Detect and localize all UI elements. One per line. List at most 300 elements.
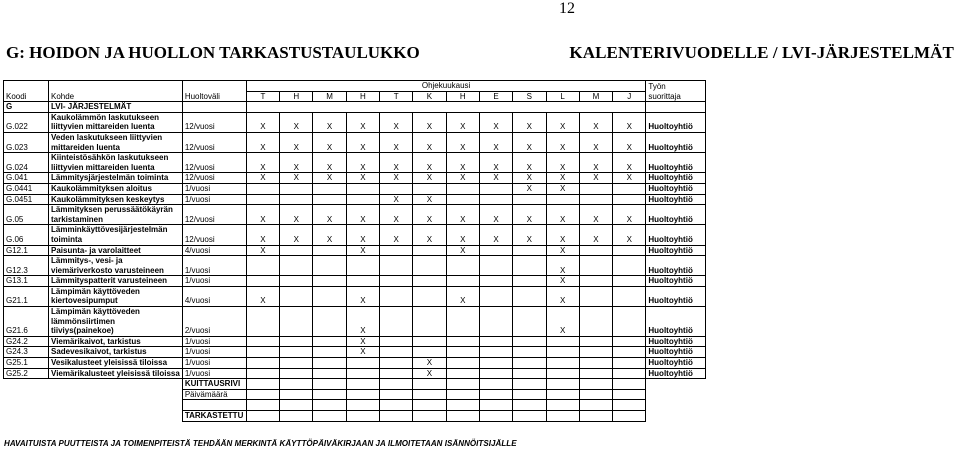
month-mark[interactable] [479, 368, 512, 379]
month-mark[interactable]: X [380, 205, 413, 225]
month-mark[interactable] [280, 286, 313, 306]
month-mark[interactable] [380, 347, 413, 358]
month-mark[interactable] [380, 286, 413, 306]
month-mark[interactable]: X [479, 153, 512, 173]
month-mark[interactable] [280, 307, 313, 337]
month-mark[interactable] [246, 276, 279, 287]
signature-cell[interactable] [246, 400, 279, 411]
month-mark[interactable] [613, 336, 646, 347]
row-interval: 12/vuosi [182, 153, 246, 173]
signature-cell[interactable] [613, 411, 646, 422]
month-mark[interactable] [280, 256, 313, 276]
signature-cell[interactable] [380, 400, 413, 411]
signature-cell[interactable] [313, 411, 346, 422]
month-mark[interactable] [579, 286, 612, 306]
month-mark[interactable]: X [546, 307, 579, 337]
row-performer: Huoltoyhtiö [646, 286, 706, 306]
month-mark[interactable]: X [346, 173, 379, 184]
month-mark[interactable]: X [413, 153, 446, 173]
month-mark[interactable] [346, 183, 379, 194]
month-mark[interactable] [513, 194, 546, 205]
row-code: G25.1 [4, 358, 49, 369]
month-mark[interactable]: X [380, 112, 413, 132]
month-mark[interactable]: X [246, 132, 279, 152]
signature-cell[interactable] [413, 411, 446, 422]
month-mark[interactable]: X [346, 307, 379, 337]
month-mark[interactable] [280, 245, 313, 256]
blank-cell [4, 379, 49, 390]
signature-cell[interactable] [246, 379, 279, 390]
signature-cell[interactable] [513, 411, 546, 422]
month-mark[interactable]: X [346, 286, 379, 306]
month-mark[interactable]: X [413, 225, 446, 245]
month-mark[interactable]: X [446, 132, 479, 152]
month-mark[interactable] [579, 347, 612, 358]
month-mark[interactable]: X [413, 368, 446, 379]
month-mark[interactable] [546, 194, 579, 205]
month-mark[interactable]: X [413, 205, 446, 225]
month-mark[interactable] [346, 368, 379, 379]
month-mark[interactable] [446, 194, 479, 205]
month-mark[interactable] [546, 358, 579, 369]
month-mark[interactable] [313, 368, 346, 379]
month-mark[interactable]: X [513, 173, 546, 184]
month-mark[interactable] [579, 245, 612, 256]
signature-cell[interactable] [313, 400, 346, 411]
month-mark[interactable] [613, 256, 646, 276]
signature-cell[interactable] [579, 411, 612, 422]
month-mark[interactable] [313, 256, 346, 276]
month-mark[interactable]: X [579, 112, 612, 132]
signature-cell[interactable] [579, 389, 612, 400]
blank-cell [49, 389, 183, 400]
month-mark[interactable] [513, 256, 546, 276]
month-mark[interactable] [613, 286, 646, 306]
month-mark[interactable] [346, 194, 379, 205]
month-mark[interactable]: X [346, 245, 379, 256]
month-mark[interactable] [313, 286, 346, 306]
month-mark[interactable] [513, 276, 546, 287]
month-mark[interactable]: X [246, 153, 279, 173]
signature-cell[interactable] [579, 379, 612, 390]
month-mark[interactable] [513, 358, 546, 369]
month-mark[interactable] [579, 183, 612, 194]
month-mark[interactable] [446, 276, 479, 287]
signature-cell[interactable] [380, 389, 413, 400]
row-target [49, 112, 183, 132]
table-row [4, 256, 706, 276]
row-target-line: Kaukolämmityksen aloitus [51, 183, 152, 193]
month-mark[interactable]: X [280, 173, 313, 184]
row-interval: 1/vuosi [182, 256, 246, 276]
month-mark[interactable]: X [479, 173, 512, 184]
month-mark[interactable] [446, 336, 479, 347]
month-mark[interactable] [380, 358, 413, 369]
signature-cell[interactable] [280, 389, 313, 400]
month-mark[interactable] [579, 368, 612, 379]
month-mark[interactable] [246, 183, 279, 194]
table-row [4, 225, 706, 245]
signature-cell[interactable] [313, 389, 346, 400]
month-mark[interactable]: X [546, 205, 579, 225]
signature-cell[interactable] [546, 379, 579, 390]
month-mark[interactable]: X [313, 173, 346, 184]
row-target [49, 358, 183, 369]
month-mark[interactable] [613, 368, 646, 379]
month-mark[interactable]: X [546, 173, 579, 184]
month-mark[interactable] [479, 183, 512, 194]
signature-cell[interactable] [413, 379, 446, 390]
row-interval: 1/vuosi [182, 336, 246, 347]
month-mark[interactable] [613, 245, 646, 256]
month-mark[interactable] [613, 347, 646, 358]
month-mark[interactable] [246, 358, 279, 369]
month-mark[interactable] [413, 286, 446, 306]
month-mark[interactable] [313, 358, 346, 369]
signature-cell[interactable] [613, 379, 646, 390]
month-mark[interactable] [313, 347, 346, 358]
month-mark[interactable] [280, 347, 313, 358]
month-mark[interactable] [346, 358, 379, 369]
month-mark[interactable] [246, 347, 279, 358]
signature-cell[interactable] [280, 400, 313, 411]
table-row [4, 112, 706, 132]
signature-cell[interactable] [479, 379, 512, 390]
month-mark[interactable]: X [446, 225, 479, 245]
month-mark[interactable]: X [513, 132, 546, 152]
month-mark[interactable]: X [280, 205, 313, 225]
month-mark[interactable]: X [579, 132, 612, 152]
signature-cell[interactable] [613, 400, 646, 411]
month-mark[interactable] [513, 286, 546, 306]
month-mark[interactable]: X [346, 205, 379, 225]
month-mark[interactable] [546, 368, 579, 379]
row-code: G.06 [4, 225, 49, 245]
signature-cell[interactable] [246, 389, 279, 400]
month-mark[interactable]: X [513, 112, 546, 132]
month-mark[interactable]: X [579, 225, 612, 245]
month-mark[interactable] [579, 358, 612, 369]
month-mark[interactable]: X [413, 112, 446, 132]
signature-cell[interactable] [513, 389, 546, 400]
month-mark[interactable] [613, 358, 646, 369]
month-mark[interactable]: X [546, 276, 579, 287]
month-mark[interactable] [546, 347, 579, 358]
month-mark[interactable] [513, 307, 546, 337]
signature-cell[interactable] [546, 389, 579, 400]
row-target-line: Lämmityksen perussäätökäyrän [51, 205, 173, 215]
month-mark[interactable] [380, 256, 413, 276]
month-mark[interactable]: X [346, 336, 379, 347]
month-mark[interactable]: X [246, 205, 279, 225]
month-mark[interactable]: X [246, 245, 279, 256]
signature-cell[interactable] [546, 411, 579, 422]
month-mark[interactable] [513, 368, 546, 379]
signature-cell[interactable] [513, 379, 546, 390]
month-mark[interactable]: X [380, 153, 413, 173]
month-mark[interactable] [613, 183, 646, 194]
month-mark[interactable] [380, 276, 413, 287]
month-mark[interactable]: X [546, 112, 579, 132]
month-mark[interactable] [479, 358, 512, 369]
month-mark[interactable]: X [380, 194, 413, 205]
row-interval: 1/vuosi [182, 347, 246, 358]
month-mark[interactable]: X [513, 225, 546, 245]
month-mark[interactable] [313, 183, 346, 194]
row-performer: Huoltoyhtiö [646, 245, 706, 256]
month-mark[interactable]: X [380, 173, 413, 184]
signature-cell[interactable] [313, 379, 346, 390]
month-mark[interactable] [346, 256, 379, 276]
row-target-line: kiertovesipumput [51, 296, 118, 306]
month-mark[interactable]: X [446, 205, 479, 225]
row-code: G.023 [4, 132, 49, 152]
month-mark[interactable] [446, 358, 479, 369]
month-mark[interactable] [280, 276, 313, 287]
month-mark[interactable] [579, 307, 612, 337]
signature-cell[interactable] [346, 411, 379, 422]
signature-cell[interactable] [479, 389, 512, 400]
month-mark[interactable]: X [280, 153, 313, 173]
month-mark[interactable]: X [446, 245, 479, 256]
signature-cell[interactable] [479, 400, 512, 411]
month-mark[interactable]: X [346, 112, 379, 132]
month-mark[interactable]: X [613, 112, 646, 132]
month-mark[interactable] [413, 245, 446, 256]
month-mark[interactable]: X [413, 132, 446, 152]
month-header: L [546, 91, 579, 102]
row-target [49, 194, 183, 205]
month-mark[interactable] [479, 347, 512, 358]
maintenance-table [3, 80, 706, 422]
month-mark[interactable]: X [546, 225, 579, 245]
blank-cell [4, 389, 49, 400]
month-mark[interactable]: X [513, 183, 546, 194]
table-row [4, 307, 706, 337]
month-mark[interactable]: X [313, 205, 346, 225]
month-mark[interactable]: X [380, 225, 413, 245]
month-mark[interactable] [246, 194, 279, 205]
month-mark[interactable]: X [413, 194, 446, 205]
month-mark[interactable] [346, 276, 379, 287]
month-mark[interactable]: X [479, 112, 512, 132]
signature-cell[interactable] [513, 400, 546, 411]
month-mark[interactable]: X [313, 132, 346, 152]
row-code: G25.2 [4, 368, 49, 379]
month-mark[interactable] [479, 286, 512, 306]
month-mark[interactable] [546, 336, 579, 347]
month-header: K [413, 91, 446, 102]
month-mark[interactable]: X [246, 225, 279, 245]
signature-cell[interactable] [346, 379, 379, 390]
month-mark[interactable] [413, 183, 446, 194]
signature-cell[interactable] [380, 379, 413, 390]
month-mark[interactable]: X [346, 153, 379, 173]
month-mark[interactable] [613, 307, 646, 337]
row-interval: 1/vuosi [182, 358, 246, 369]
row-target-line: Kaukolämmön laskutukseen [51, 112, 160, 122]
month-mark[interactable]: X [346, 347, 379, 358]
page-number: 12 [559, 0, 575, 17]
month-mark[interactable]: X [546, 286, 579, 306]
signature-cell[interactable] [246, 411, 279, 422]
month-mark[interactable] [246, 307, 279, 337]
table-row [4, 286, 706, 306]
month-mark[interactable] [413, 307, 446, 337]
row-target [49, 336, 183, 347]
month-mark[interactable]: X [479, 225, 512, 245]
month-mark[interactable]: X [546, 132, 579, 152]
month-mark[interactable]: X [513, 153, 546, 173]
month-mark[interactable]: X [246, 112, 279, 132]
month-mark[interactable] [246, 256, 279, 276]
month-mark[interactable]: X [546, 183, 579, 194]
month-mark[interactable] [246, 336, 279, 347]
month-mark[interactable]: X [446, 153, 479, 173]
month-mark[interactable]: X [446, 173, 479, 184]
month-mark[interactable] [579, 194, 612, 205]
month-mark[interactable] [513, 336, 546, 347]
signature-cell[interactable] [446, 411, 479, 422]
row-interval: 2/vuosi [182, 307, 246, 337]
month-mark[interactable] [479, 194, 512, 205]
month-mark[interactable] [413, 276, 446, 287]
month-mark[interactable] [479, 256, 512, 276]
month-mark[interactable]: X [413, 358, 446, 369]
month-mark[interactable] [513, 347, 546, 358]
month-mark[interactable] [380, 336, 413, 347]
month-mark[interactable] [313, 276, 346, 287]
month-mark[interactable]: X [546, 153, 579, 173]
month-mark[interactable] [613, 194, 646, 205]
receipt-row-label: KUITTAUSRIVI [182, 379, 246, 390]
signature-cell[interactable] [346, 389, 379, 400]
month-mark[interactable]: X [413, 173, 446, 184]
month-mark[interactable]: X [313, 112, 346, 132]
row-target [49, 286, 183, 306]
month-mark[interactable] [313, 194, 346, 205]
blank-cell [182, 102, 246, 113]
month-mark[interactable] [280, 194, 313, 205]
row-target-line: tarkistaminen [51, 214, 104, 224]
month-mark[interactable] [413, 256, 446, 276]
month-mark[interactable] [446, 307, 479, 337]
month-mark[interactable] [280, 358, 313, 369]
month-mark[interactable]: X [579, 205, 612, 225]
month-mark[interactable] [513, 245, 546, 256]
signature-cell[interactable] [446, 389, 479, 400]
month-mark[interactable] [579, 256, 612, 276]
month-mark[interactable] [479, 245, 512, 256]
month-mark[interactable]: X [613, 132, 646, 152]
month-mark[interactable] [446, 368, 479, 379]
month-mark[interactable]: X [546, 245, 579, 256]
signature-cell[interactable] [280, 379, 313, 390]
month-mark[interactable]: X [479, 132, 512, 152]
month-mark[interactable] [613, 276, 646, 287]
month-mark[interactable]: X [313, 153, 346, 173]
row-code: G21.1 [4, 286, 49, 306]
month-header: S [513, 91, 546, 102]
month-mark[interactable]: X [380, 132, 413, 152]
month-mark[interactable]: X [446, 112, 479, 132]
month-mark[interactable] [313, 307, 346, 337]
month-mark[interactable]: X [346, 132, 379, 152]
month-mark[interactable] [380, 307, 413, 337]
month-mark[interactable] [380, 183, 413, 194]
month-mark[interactable] [479, 307, 512, 337]
signature-cell[interactable] [446, 400, 479, 411]
month-mark[interactable]: X [579, 153, 612, 173]
month-mark[interactable] [413, 336, 446, 347]
month-mark[interactable] [313, 245, 346, 256]
month-mark[interactable] [413, 347, 446, 358]
month-mark[interactable]: X [613, 173, 646, 184]
signature-cell[interactable] [579, 400, 612, 411]
signature-cell[interactable] [613, 389, 646, 400]
month-mark[interactable] [446, 256, 479, 276]
signature-cell[interactable] [346, 400, 379, 411]
row-interval: 12/vuosi [182, 205, 246, 225]
signature-cell[interactable] [413, 389, 446, 400]
signature-cell[interactable] [413, 400, 446, 411]
month-mark[interactable]: X [246, 286, 279, 306]
month-mark[interactable]: X [546, 256, 579, 276]
row-interval: 1/vuosi [182, 276, 246, 287]
month-mark[interactable] [280, 336, 313, 347]
month-mark[interactable] [246, 368, 279, 379]
month-mark[interactable]: X [280, 132, 313, 152]
month-mark[interactable]: X [246, 173, 279, 184]
month-mark[interactable] [446, 183, 479, 194]
month-mark[interactable] [579, 276, 612, 287]
month-mark[interactable] [479, 276, 512, 287]
month-mark[interactable]: X [446, 286, 479, 306]
month-mark[interactable] [380, 368, 413, 379]
signature-cell[interactable] [280, 411, 313, 422]
header-performer [646, 81, 706, 102]
row-target-line: Lämpimän käyttöveden [51, 307, 140, 317]
month-mark[interactable]: X [579, 173, 612, 184]
signature-cell[interactable] [546, 400, 579, 411]
month-mark[interactable]: X [313, 225, 346, 245]
month-mark[interactable]: X [280, 112, 313, 132]
month-mark[interactable] [280, 183, 313, 194]
row-interval: 12/vuosi [182, 132, 246, 152]
month-mark[interactable]: X [346, 225, 379, 245]
month-mark[interactable] [280, 368, 313, 379]
signature-cell[interactable] [380, 411, 413, 422]
signature-cell[interactable] [479, 411, 512, 422]
month-mark[interactable]: X [613, 225, 646, 245]
table-row [4, 245, 706, 256]
signature-cell[interactable] [446, 379, 479, 390]
footer-note: HAVAITUISTA PUUTTEISTA JA TOIMENPITEISTÄ TEHDÄÄN MERKINTÄ KÄYTTÖPÄIVÄKIRJAAN JA ILMOITETAAN ISÄNNÖITSIJÄLLE [4, 439, 517, 448]
table-row [4, 132, 706, 152]
month-mark[interactable]: X [513, 205, 546, 225]
month-mark[interactable]: X [479, 205, 512, 225]
month-mark[interactable]: X [613, 153, 646, 173]
row-interval: 12/vuosi [182, 112, 246, 132]
month-mark[interactable] [479, 336, 512, 347]
month-mark[interactable]: X [280, 225, 313, 245]
month-mark[interactable] [380, 245, 413, 256]
month-mark[interactable] [446, 347, 479, 358]
month-mark[interactable] [313, 336, 346, 347]
month-mark[interactable]: X [613, 205, 646, 225]
month-mark[interactable] [579, 336, 612, 347]
row-performer: Huoltoyhtiö [646, 112, 706, 132]
